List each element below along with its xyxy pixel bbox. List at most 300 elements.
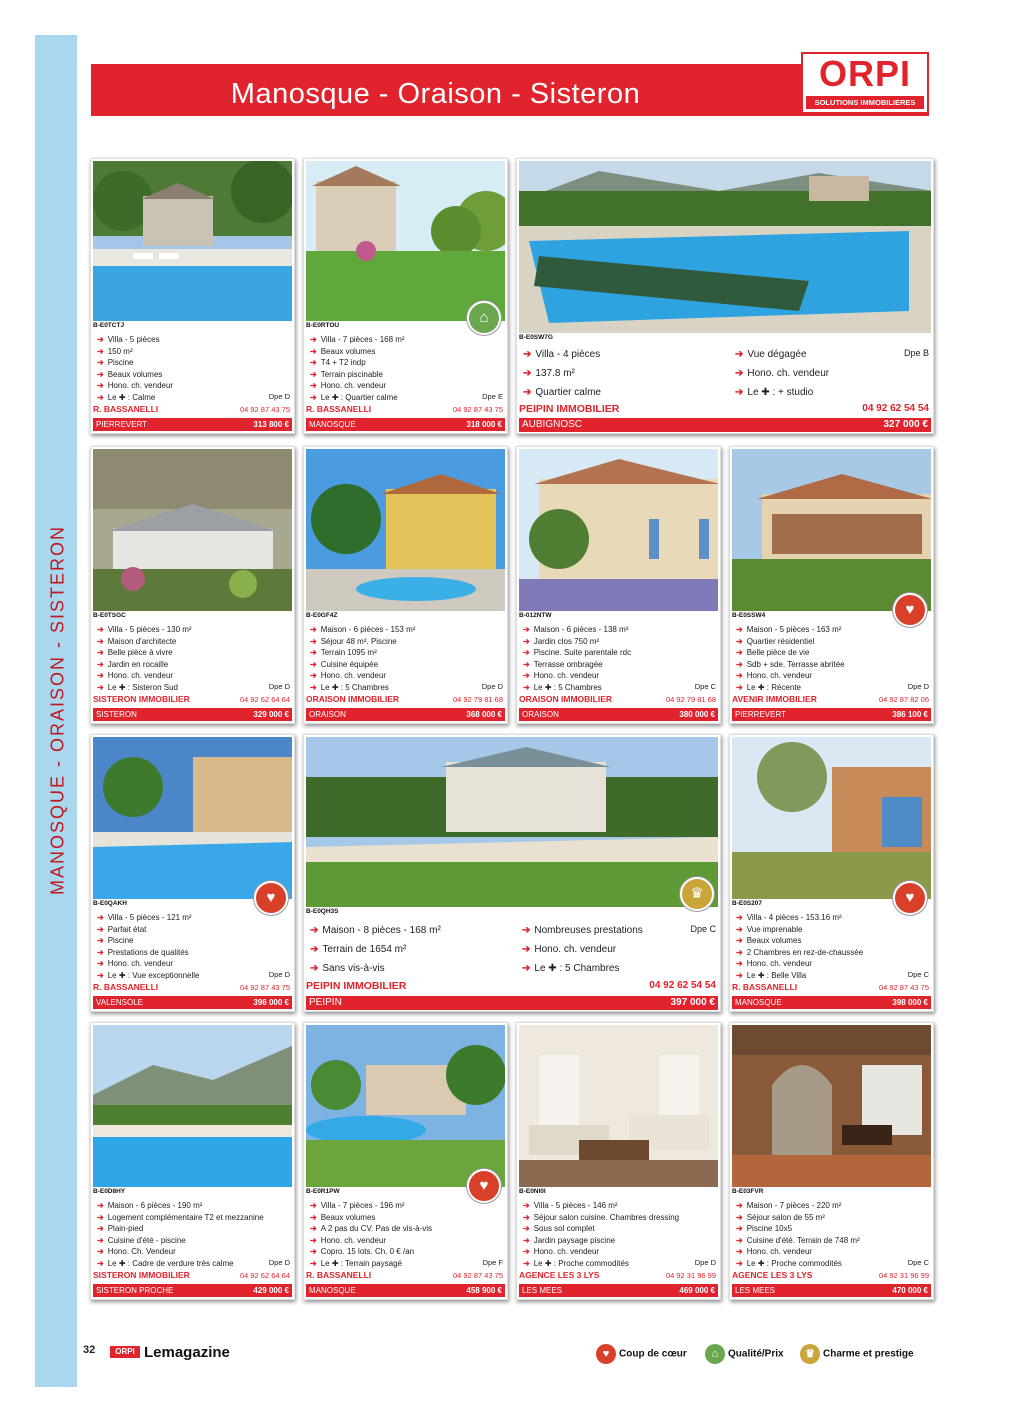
feature-list-secondary: [735, 345, 829, 402]
feature-item: ➔ Le ✚ : 5 Chambres: [310, 682, 389, 692]
feature-list: [97, 334, 288, 403]
listing-card[interactable]: [90, 158, 295, 434]
feature-item: ➔ Piscine: [97, 358, 134, 367]
feature-item: ➔ Hono. ch. vendeur: [523, 671, 600, 680]
orpi-logo: [801, 52, 929, 114]
feature-item: ➔ Vue imprenable: [736, 924, 803, 934]
city-name: VALENSOLE: [96, 998, 143, 1007]
feature-item: ➔ Vue dégagée: [735, 349, 807, 360]
listing-card[interactable]: [90, 1022, 295, 1300]
agency-name[interactable]: SISTERON IMMOBILIER: [93, 694, 190, 704]
feature-item: ➔ Séjour salon cuisine. Chambres dressing: [523, 1212, 680, 1222]
legend-charme-prestige: ♛ Charme et prestige: [800, 1344, 914, 1364]
agency-name[interactable]: ORAISON IMMOBILIER: [306, 694, 400, 704]
arrow-right-icon: ➔: [310, 1247, 317, 1256]
dpe-rating: Dpe C: [694, 682, 716, 691]
dpe-rating: Dpe D: [268, 1258, 290, 1267]
property-photo: [306, 1025, 505, 1187]
dpe-rating: Dpe E: [482, 392, 503, 401]
arrow-right-icon: ➔: [523, 1201, 530, 1210]
arrow-right-icon: ➔: [310, 335, 317, 344]
feature-item: ➔ Villa - 4 pièces - 153.16 m²: [736, 913, 842, 922]
feature-item: ➔ Le ✚ : Quartier calme: [310, 392, 398, 402]
page-number: 32: [83, 1344, 96, 1356]
side-title: MANOSQUE - ORAISON - SISTERON: [47, 524, 68, 896]
agency-phone[interactable]: 04 92 87 82 06: [878, 695, 929, 704]
listing-card[interactable]: [90, 446, 295, 724]
arrow-right-icon: ➔: [97, 1224, 104, 1233]
arrow-right-icon: ➔: [310, 1235, 317, 1245]
agency-phone[interactable]: 04 92 87 43 75: [452, 1271, 503, 1280]
price-bar: [306, 996, 718, 1010]
arrow-right-icon: ➔: [736, 970, 743, 980]
arrow-right-icon: ➔: [310, 671, 317, 680]
city-name: MANOSQUE: [735, 998, 782, 1007]
feature-item: ➔ Séjour 48 m². Piscine: [310, 636, 397, 646]
arrow-right-icon: ➔: [97, 970, 104, 980]
agency-name[interactable]: AGENCE LES 3 LYS: [732, 1270, 813, 1280]
city-name: LES MEES: [522, 1286, 563, 1295]
arrow-right-icon: ➔: [523, 625, 530, 634]
city-name: LES MEES: [735, 1286, 776, 1295]
city-name: AUBIGNOSC: [522, 419, 583, 430]
feature-list: [310, 334, 501, 403]
listing-ref: B-E0QAKH: [93, 900, 127, 907]
city-name: SISTERON PROCHE: [96, 1286, 174, 1295]
dpe-rating: Dpe D: [268, 970, 290, 979]
feature-list: [523, 624, 714, 693]
feature-list: [310, 921, 510, 978]
city-name: ORAISON: [309, 710, 346, 719]
arrow-right-icon: ➔: [97, 959, 104, 968]
arrow-right-icon: ➔: [310, 682, 317, 692]
price: 386 100 €: [892, 710, 928, 719]
dpe-rating: Dpe D: [694, 1258, 716, 1267]
feature-item: ➔ Quartier résidentiel: [736, 636, 815, 646]
arrow-right-icon: ➔: [97, 369, 104, 379]
agency-name[interactable]: R. BASSANELLI: [306, 404, 372, 414]
agency-phone[interactable]: 04 92 62 64 64: [239, 695, 290, 704]
feature-item: ➔ Beaux volumes: [736, 936, 802, 945]
house-prestige-icon: ♛: [800, 1344, 820, 1364]
arrow-right-icon: ➔: [735, 387, 744, 398]
price-bar: [519, 418, 931, 432]
agency-name[interactable]: R. BASSANELLI: [306, 1270, 372, 1280]
feature-item: ➔ Le ✚ : Proche commodités: [736, 1258, 842, 1268]
arrow-right-icon: ➔: [97, 924, 104, 934]
listing-card[interactable]: [303, 158, 508, 434]
arrow-right-icon: ➔: [523, 1258, 530, 1268]
feature-list: [736, 624, 927, 693]
agency-phone[interactable]: 04 92 79 81 68: [452, 695, 503, 704]
price-bar: [732, 1284, 931, 1297]
listing-ref: B-E0D8HY: [93, 1188, 126, 1195]
dpe-rating: Dpe D: [907, 682, 929, 691]
feature-list: [310, 1200, 501, 1269]
feature-item: ➔ Terrain de 1654 m²: [310, 944, 407, 955]
house-quality-icon: ⌂: [705, 1344, 725, 1364]
feature-item: ➔ Maison - 6 pièces - 190 m²: [97, 1201, 203, 1210]
price-bar: [93, 418, 292, 431]
arrow-right-icon: ➔: [97, 682, 104, 692]
arrow-right-icon: ➔: [736, 625, 743, 634]
city-name: PIERREVERT: [96, 420, 147, 429]
dpe-rating: Dpe D: [481, 682, 503, 691]
arrow-right-icon: ➔: [523, 1235, 530, 1245]
property-photo: [93, 161, 292, 321]
property-photo: [306, 161, 505, 321]
feature-item: ➔ Villa - 4 pièces: [523, 349, 601, 360]
feature-item: ➔ Le ✚ : Récente: [736, 682, 801, 692]
listing-ref: B-E0GF4Z: [306, 612, 338, 619]
page-title: Manosque - Oraison - Sisteron: [230, 78, 641, 110]
feature-item: ➔ Sdb + sde. Terrasse abritée: [736, 659, 845, 669]
agency-name[interactable]: SISTERON IMMOBILIER: [93, 1270, 190, 1280]
arrow-right-icon: ➔: [310, 659, 317, 669]
agency-name[interactable]: R. BASSANELLI: [93, 404, 159, 414]
agency-phone[interactable]: 04 92 87 43 75: [878, 983, 929, 992]
listing-ref: B-E03FVR: [732, 1188, 764, 1195]
house-heart-icon: ♥: [893, 881, 927, 915]
price: 329 000 €: [253, 710, 289, 719]
feature-list: [736, 1200, 927, 1269]
feature-item: ➔ Parfait état: [97, 924, 147, 934]
agency-name[interactable]: R. BASSANELLI: [732, 982, 798, 992]
arrow-right-icon: ➔: [522, 925, 531, 936]
feature-list: [736, 912, 927, 981]
agency-phone[interactable]: 04 92 87 43 75: [239, 405, 290, 414]
city-name: ORAISON: [522, 710, 559, 719]
arrow-right-icon: ➔: [97, 625, 104, 634]
listing-ref: B-E0R1PW: [306, 1188, 340, 1195]
feature-item: ➔ 137.8 m²: [523, 368, 575, 379]
house-heart-icon: ♥: [254, 881, 288, 915]
dpe-rating: Dpe C: [907, 1258, 929, 1267]
house-heart-icon: ♥: [467, 1169, 501, 1203]
feature-item: ➔ Cuisine d'été. Terrain de 748 m²: [736, 1235, 860, 1245]
arrow-right-icon: ➔: [736, 1212, 743, 1222]
listing-ref: B-E0RTOU: [306, 322, 340, 329]
feature-item: ➔ Hono. ch. vendeur: [310, 671, 387, 680]
feature-item: ➔ Hono. Ch. Vendeur: [97, 1247, 176, 1256]
feature-item: ➔ Beaux volumes: [97, 369, 163, 379]
price-bar: [306, 1284, 505, 1297]
feature-item: ➔ Terrasse ombragée: [523, 659, 603, 669]
dpe-rating: Dpe D: [268, 392, 290, 401]
agency-name[interactable]: PEIPIN IMMOBILIER: [519, 403, 620, 415]
feature-item: ➔ Prestations de qualités: [97, 947, 189, 957]
arrow-right-icon: ➔: [736, 1224, 743, 1233]
arrow-right-icon: ➔: [736, 1247, 743, 1256]
property-photo: [732, 1025, 931, 1187]
feature-item: ➔ Beaux volumes: [310, 346, 376, 356]
price: 398 000 €: [892, 998, 928, 1007]
feature-list: [523, 345, 723, 402]
arrow-right-icon: ➔: [523, 1247, 530, 1256]
listing-card[interactable]: [303, 734, 721, 1012]
dpe-rating: Dpe C: [907, 970, 929, 979]
feature-item: ➔ Terrain 1095 m²: [310, 648, 377, 657]
feature-item: ➔ Hono. ch. vendeur: [735, 368, 830, 379]
arrow-right-icon: ➔: [523, 648, 530, 657]
feature-item: ➔ Jardin clos 750 m²: [523, 636, 600, 646]
feature-list: [523, 1200, 714, 1269]
listing-ref: B-012NTW: [519, 612, 552, 619]
dpe-rating: Dpe C: [690, 924, 716, 934]
agency-name[interactable]: PEIPIN IMMOBILIER: [306, 980, 407, 992]
arrow-right-icon: ➔: [736, 1201, 743, 1210]
feature-item: ➔ Hono. ch. vendeur: [310, 1235, 387, 1245]
price-bar: [93, 1284, 292, 1297]
price-bar: [519, 1284, 718, 1297]
arrow-right-icon: ➔: [310, 369, 317, 379]
arrow-right-icon: ➔: [97, 936, 104, 945]
feature-item: ➔ Le ✚ : Cadre de verdure très calme: [97, 1258, 234, 1268]
price: 368 000 €: [466, 710, 502, 719]
agency-phone[interactable]: 04 92 62 64 64: [239, 1271, 290, 1280]
agency-name[interactable]: ORAISON IMMOBILIER: [519, 694, 613, 704]
feature-item: ➔ Terrain piscinable: [310, 369, 383, 379]
arrow-right-icon: ➔: [736, 636, 743, 646]
agency-name[interactable]: AGENCE LES 3 LYS: [519, 1270, 600, 1280]
arrow-right-icon: ➔: [97, 1235, 104, 1245]
city-name: PEIPIN: [309, 997, 342, 1008]
price-bar: [732, 708, 931, 721]
listing-ref: B-E0S207: [732, 900, 762, 907]
property-photo: [306, 449, 505, 611]
listing-ref: B-E0SSW4: [732, 612, 766, 619]
agency-phone[interactable]: 04 92 31 96 99: [665, 1271, 716, 1280]
feature-item: ➔ Séjour salon de 55 m²: [736, 1212, 825, 1222]
property-photo: [519, 449, 718, 611]
arrow-right-icon: ➔: [736, 936, 743, 945]
feature-item: ➔ Le ✚ : 5 Chambres: [522, 963, 620, 974]
price: 429 000 €: [253, 1286, 289, 1295]
feature-item: ➔ Le ✚ : Terrain paysagé: [310, 1258, 402, 1268]
arrow-right-icon: ➔: [736, 671, 743, 680]
arrow-right-icon: ➔: [523, 659, 530, 669]
arrow-right-icon: ➔: [97, 358, 104, 367]
feature-list: [97, 624, 288, 693]
feature-item: ➔ Hono. ch. vendeur: [736, 671, 813, 680]
feature-item: ➔ Hono. ch. vendeur: [310, 381, 387, 390]
arrow-right-icon: ➔: [97, 913, 104, 922]
feature-item: ➔ Le ✚ : 5 Chambres: [523, 682, 602, 692]
feature-item: ➔ Villa - 5 pièces - 146 m²: [523, 1201, 618, 1210]
feature-item: ➔ Sous sol complet: [523, 1224, 595, 1233]
listing-card[interactable]: [516, 1022, 721, 1300]
price-bar: [306, 418, 505, 431]
feature-item: ➔ Beaux volumes: [310, 1212, 376, 1222]
feature-item: ➔ Le ✚ : Vue exceptionnelle: [97, 970, 200, 980]
arrow-right-icon: ➔: [736, 913, 743, 922]
arrow-right-icon: ➔: [310, 358, 317, 367]
feature-item: ➔ Maison - 7 pièces - 220 m²: [736, 1201, 842, 1210]
city-name: PIERREVERT: [735, 710, 786, 719]
feature-item: ➔ Hono. ch. vendeur: [522, 944, 617, 955]
feature-item: ➔ Belle pièce de vie: [736, 648, 810, 657]
arrow-right-icon: ➔: [523, 368, 532, 379]
arrow-right-icon: ➔: [310, 1212, 317, 1222]
arrow-right-icon: ➔: [523, 636, 530, 646]
arrow-right-icon: ➔: [310, 1224, 317, 1233]
arrow-right-icon: ➔: [97, 659, 104, 669]
arrow-right-icon: ➔: [735, 349, 744, 360]
arrow-right-icon: ➔: [736, 947, 743, 957]
legend-qualite-prix: ⌂ Qualité/Prix: [705, 1344, 784, 1364]
feature-item: ➔ Sans vis-à-vis: [310, 963, 385, 974]
feature-item: ➔ Logement complémentaire T2 et mezzanine: [97, 1212, 264, 1222]
feature-item: ➔ Belle pièce à vivre: [97, 648, 173, 657]
feature-item: ➔ Le ✚ : Sisteron Sud: [97, 682, 178, 692]
arrow-right-icon: ➔: [523, 1224, 530, 1233]
arrow-right-icon: ➔: [97, 1212, 104, 1222]
arrow-right-icon: ➔: [310, 1258, 317, 1268]
arrow-right-icon: ➔: [97, 335, 104, 344]
agency-phone[interactable]: 04 92 87 43 75: [239, 983, 290, 992]
feature-item: ➔ Maison d'architecte: [97, 636, 177, 646]
arrow-right-icon: ➔: [736, 659, 743, 669]
feature-item: ➔ Plain-pied: [97, 1224, 144, 1233]
price: 397 000 €: [670, 997, 715, 1008]
feature-item: ➔ Hono. ch. vendeur: [523, 1247, 600, 1256]
arrow-right-icon: ➔: [97, 392, 104, 402]
arrow-right-icon: ➔: [736, 648, 743, 657]
arrow-right-icon: ➔: [310, 925, 319, 936]
arrow-right-icon: ➔: [97, 346, 104, 356]
dpe-rating: Dpe D: [268, 682, 290, 691]
feature-item: ➔ Nombreuses prestations: [522, 925, 643, 936]
price: 327 000 €: [883, 419, 928, 430]
price-bar: [93, 708, 292, 721]
arrow-right-icon: ➔: [523, 682, 530, 692]
feature-item: ➔ Hono. ch. vendeur: [736, 1247, 813, 1256]
feature-item: ➔ Hono. ch. vendeur: [97, 671, 174, 680]
listing-card[interactable]: [303, 446, 508, 724]
price-bar: [306, 708, 505, 721]
agency-phone[interactable]: 04 92 79 81 68: [665, 695, 716, 704]
feature-item: ➔ Villa - 5 pièces - 121 m²: [97, 913, 192, 922]
arrow-right-icon: ➔: [97, 1247, 104, 1256]
city-name: MANOSQUE: [309, 1286, 356, 1295]
feature-item: ➔ Piscine: [97, 936, 134, 945]
price-bar: [519, 708, 718, 721]
logo-subtitle: SOLUTIONS IMMOBILIERES: [806, 96, 924, 109]
listing-card[interactable]: [729, 1022, 934, 1300]
city-name: MANOSQUE: [309, 420, 356, 429]
feature-item: ➔ Villa - 7 pièces - 168 m²: [310, 335, 405, 344]
listing-ref: B-E0SW7G: [519, 334, 553, 341]
property-photo: [93, 449, 292, 611]
listing-card[interactable]: [516, 158, 934, 434]
feature-item: ➔ Cuisine d'été - piscine: [97, 1235, 186, 1245]
feature-list: [97, 1200, 288, 1269]
property-photo: [93, 737, 292, 899]
feature-item: ➔ Le ✚ : Belle Villa: [736, 970, 807, 980]
feature-item: ➔ A 2 pas du CV. Pas de vis-à-vis: [310, 1224, 433, 1233]
arrow-right-icon: ➔: [310, 346, 317, 356]
arrow-right-icon: ➔: [310, 944, 319, 955]
feature-item: ➔ Copro. 15 lots. Ch. 0 € /an: [310, 1247, 415, 1256]
feature-item: ➔ Hono. ch. vendeur: [97, 381, 174, 390]
listing-card[interactable]: [729, 446, 934, 724]
listing-card[interactable]: [729, 734, 934, 1012]
feature-item: ➔ Jardin paysage piscine: [523, 1235, 616, 1245]
feature-item: ➔ Cuisine équipée: [310, 659, 379, 669]
arrow-right-icon: ➔: [736, 959, 743, 968]
footer-orpi-logo: ORPI: [110, 1346, 140, 1358]
arrow-right-icon: ➔: [310, 636, 317, 646]
magazine-name: Lemagazine: [144, 1344, 230, 1361]
agency-phone[interactable]: 04 92 31 96 99: [878, 1271, 929, 1280]
arrow-right-icon: ➔: [97, 671, 104, 680]
price-bar: [93, 996, 292, 1009]
feature-item: ➔ Quartier calme: [523, 387, 601, 398]
feature-item: ➔ Hono. ch. vendeur: [97, 959, 174, 968]
price: 458 900 €: [466, 1286, 502, 1295]
arrow-right-icon: ➔: [735, 368, 744, 379]
arrow-right-icon: ➔: [736, 1235, 743, 1245]
feature-list: [310, 624, 501, 693]
listing-card[interactable]: [303, 1022, 508, 1300]
dpe-rating: Dpe F: [482, 1258, 503, 1267]
property-photo: [519, 161, 931, 333]
agency-name[interactable]: R. BASSANELLI: [93, 982, 159, 992]
feature-list-secondary: [522, 921, 643, 978]
arrow-right-icon: ➔: [310, 648, 317, 657]
feature-item: ➔ Le ✚ : + studio: [735, 387, 814, 398]
agency-phone[interactable]: 04 92 87 43 75: [452, 405, 503, 414]
arrow-right-icon: ➔: [736, 682, 743, 692]
property-photo: [732, 449, 931, 611]
arrow-right-icon: ➔: [97, 381, 104, 390]
property-photo: [306, 737, 718, 907]
city-name: SISTERON: [96, 710, 137, 719]
arrow-right-icon: ➔: [97, 636, 104, 646]
agency-phone[interactable]: 04 92 62 54 54: [649, 980, 716, 991]
feature-item: ➔ Piscine. Suite parentale rdc: [523, 648, 632, 657]
listing-card[interactable]: [516, 446, 721, 724]
feature-item: ➔ Maison - 5 pièces - 163 m²: [736, 625, 842, 634]
arrow-right-icon: ➔: [523, 387, 532, 398]
price: 470 000 €: [892, 1286, 928, 1295]
agency-name[interactable]: AVENIR IMMOBILIER: [732, 694, 817, 704]
listing-ref: B-E0NI0I: [519, 1188, 546, 1195]
price: 380 000 €: [679, 710, 715, 719]
arrow-right-icon: ➔: [97, 648, 104, 657]
price-bar: [732, 996, 931, 1009]
arrow-right-icon: ➔: [97, 1258, 104, 1268]
arrow-right-icon: ➔: [523, 349, 532, 360]
feature-item: ➔ Le ✚ : Proche commodités: [523, 1258, 629, 1268]
agency-phone[interactable]: 04 92 62 54 54: [862, 403, 929, 414]
arrow-right-icon: ➔: [523, 1212, 530, 1222]
listing-card[interactable]: [90, 734, 295, 1012]
feature-item: ➔ T4 + T2 indp: [310, 358, 366, 367]
feature-item: ➔ Villa - 7 pièces - 196 m²: [310, 1201, 405, 1210]
price: 313 800 €: [253, 420, 289, 429]
house-heart-icon: ♥: [893, 593, 927, 627]
arrow-right-icon: ➔: [736, 1258, 743, 1268]
property-photo: [732, 737, 931, 899]
listing-ref: B-E0TCTJ: [93, 322, 125, 329]
listing-ref: B-E0TSGC: [93, 612, 126, 619]
property-photo: [519, 1025, 718, 1187]
logo-text: ORPI: [818, 53, 911, 94]
arrow-right-icon: ➔: [97, 947, 104, 957]
feature-item: ➔ 150 m²: [97, 346, 133, 356]
feature-item: ➔ Jardin en rocaille: [97, 659, 169, 669]
